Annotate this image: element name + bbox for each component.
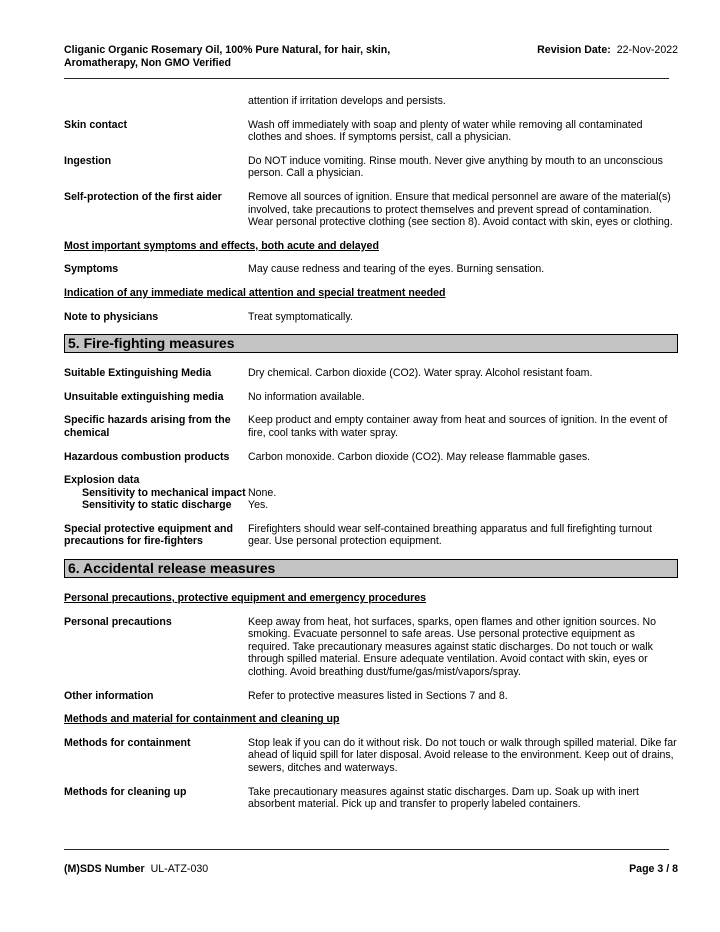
unsuitable-media-value: No information available. xyxy=(248,390,365,403)
self-protection-value: Remove all sources of ignition. Ensure that medical personnel are aware of the material(s) involved, take precautions to protect themselves and prevent spread of contamination. Wear personal protective clothing (see section 8). Avoid contact with skin, eyes or clothing. xyxy=(248,190,673,229)
sensitivity-mechanical-row xyxy=(64,487,678,500)
combustion-products-label: Hazardous combustion products xyxy=(64,450,230,463)
skin-contact-label: Skin contact xyxy=(64,118,127,131)
suitable-media-value: Dry chemical. Carbon dioxide (CO2). Water spray. Alcohol resistant foam. xyxy=(248,367,593,380)
sensitivity-static-row xyxy=(64,499,678,512)
protective-equipment-row xyxy=(64,523,678,548)
specific-hazards-value: Keep product and empty container away from heat and sources of ignition. In the event of fire, cool tanks with water spray. xyxy=(248,414,668,439)
combustion-products-value: Carbon monoxide. Carbon dioxide (CO2). May release flammable gases. xyxy=(248,450,591,463)
self-protection-row xyxy=(64,191,678,229)
containment-heading: Methods and material for containment and cleaning up xyxy=(64,713,340,726)
section-6-title: 6. Accidental release measures xyxy=(64,559,678,578)
symptoms-heading: Most important symptoms and effects, both acute and delayed xyxy=(64,239,379,252)
specific-hazards-label: Specific hazards arising from the chemical xyxy=(64,414,231,439)
footer-rule xyxy=(64,849,669,850)
personal-precautions-row xyxy=(64,616,678,679)
cleaning-up-value: Take precautionary measures against static discharges. Dam up. Soak up with inert absorbent material. Pick up and transfer to properly labeled containers. xyxy=(248,785,639,811)
suitable-media-label: Suitable Extinguishing Media xyxy=(64,367,212,380)
protective-equipment-label: Special protective equipment and precautions for fire-fighters xyxy=(64,522,233,548)
cleaning-up-label: Methods for cleaning up xyxy=(64,785,187,798)
note-to-physicians-label: Note to physicians xyxy=(64,310,159,323)
unsuitable-media-label: Unsuitable extinguishing media xyxy=(64,390,224,403)
suitable-media-row xyxy=(64,367,678,380)
ingestion-label: Ingestion xyxy=(64,154,112,167)
page-footer xyxy=(64,863,678,876)
explosion-data-title: Explosion data xyxy=(64,474,140,487)
self-protection-label: Self-protection of the first aider xyxy=(64,190,222,203)
note-to-physicians-value: Treat symptomatically. xyxy=(248,310,353,323)
revision-date xyxy=(537,44,678,57)
sds-number xyxy=(64,863,678,876)
cleaning-up-row xyxy=(64,786,678,811)
sensitivity-static-label: Sensitivity to static discharge xyxy=(82,499,232,512)
symptoms-value: May cause redness and tearing of the eyes. Burning sensation. xyxy=(248,263,545,276)
personal-precautions-value: Keep away from heat, hot surfaces, sparks, open flames and other ignition sources. No smoking. Evacuate personnel to safe areas. Use personal protective equipment as required. Take precautionary measures against static discharges. Do not touch or walk through spilled material. Ensure adequate ventilation. Avoid contact with skin, eyes or clothing. Avoid breathing dust/fume/gas/mist/vapors/spray. xyxy=(248,615,657,679)
revision-date-label: Revision Date: xyxy=(537,44,611,56)
personal-precautions-heading: Personal precautions, protective equipment and emergency procedures xyxy=(64,592,427,605)
containment-row xyxy=(64,737,678,775)
sensitivity-static-value: Yes. xyxy=(248,499,269,512)
specific-hazards-row xyxy=(64,414,678,439)
other-information-value: Refer to protective measures listed in Sections 7 and 8. xyxy=(248,689,508,702)
header-rule xyxy=(64,78,669,79)
other-information-row xyxy=(64,690,678,703)
containment-label: Methods for containment xyxy=(64,736,191,749)
sensitivity-mechanical-label: Sensitivity to mechanical impact xyxy=(82,486,246,499)
combustion-products-row xyxy=(64,451,678,464)
explosion-data xyxy=(64,474,678,512)
containment-value: Stop leak if you can do it without risk. Do not touch or walk through spilled material. Dike far ahead of liquid spill for later disposal. Avoid release to the environment. Keep out of drains, sewers, ditches and waterways. xyxy=(248,736,677,774)
revision-date-value: 22-Nov-2022 xyxy=(616,44,678,56)
medical-attention-heading: Indication of any immediate medical attention and special treatment needed xyxy=(64,286,446,299)
personal-precautions-label: Personal precautions xyxy=(64,615,172,628)
first-aid-continued: attention if irritation develops and persists. xyxy=(248,95,446,107)
other-information-label: Other information xyxy=(64,689,154,702)
symptoms-label: Symptoms xyxy=(64,263,119,276)
section-5-title: 5. Fire-fighting measures xyxy=(64,334,678,353)
sensitivity-mechanical-value: None. xyxy=(248,486,277,499)
ingestion-value: Do NOT induce vomiting. Rinse mouth. Never give anything by mouth to an unconscious person. Call a physician. xyxy=(248,154,663,180)
document-title: Cliganic Organic Rosemary Oil, 100% Pure Natural, for hair, skin, Aromatherapy, Non GMO Verified xyxy=(64,44,391,69)
page-number: Page 3 / 8 xyxy=(629,863,678,875)
symptoms-row xyxy=(64,263,678,276)
unsuitable-media-row xyxy=(64,391,678,404)
ingestion-row xyxy=(64,155,678,180)
skin-contact-row xyxy=(64,119,678,144)
sds-number-value: UL-ATZ-030 xyxy=(150,863,209,875)
sds-number-label: (M)SDS Number xyxy=(64,863,145,875)
protective-equipment-value: Firefighters should wear self-contained breathing apparatus and full firefighting turnout gear. Use personal protection equipment. xyxy=(248,522,652,548)
document-body xyxy=(64,95,678,822)
skin-contact-value: Wash off immediately with soap and plenty of water while removing all contaminated clothes and shoes. If symptoms persist, call a physician. xyxy=(248,118,643,144)
note-to-physicians-row xyxy=(64,311,678,324)
